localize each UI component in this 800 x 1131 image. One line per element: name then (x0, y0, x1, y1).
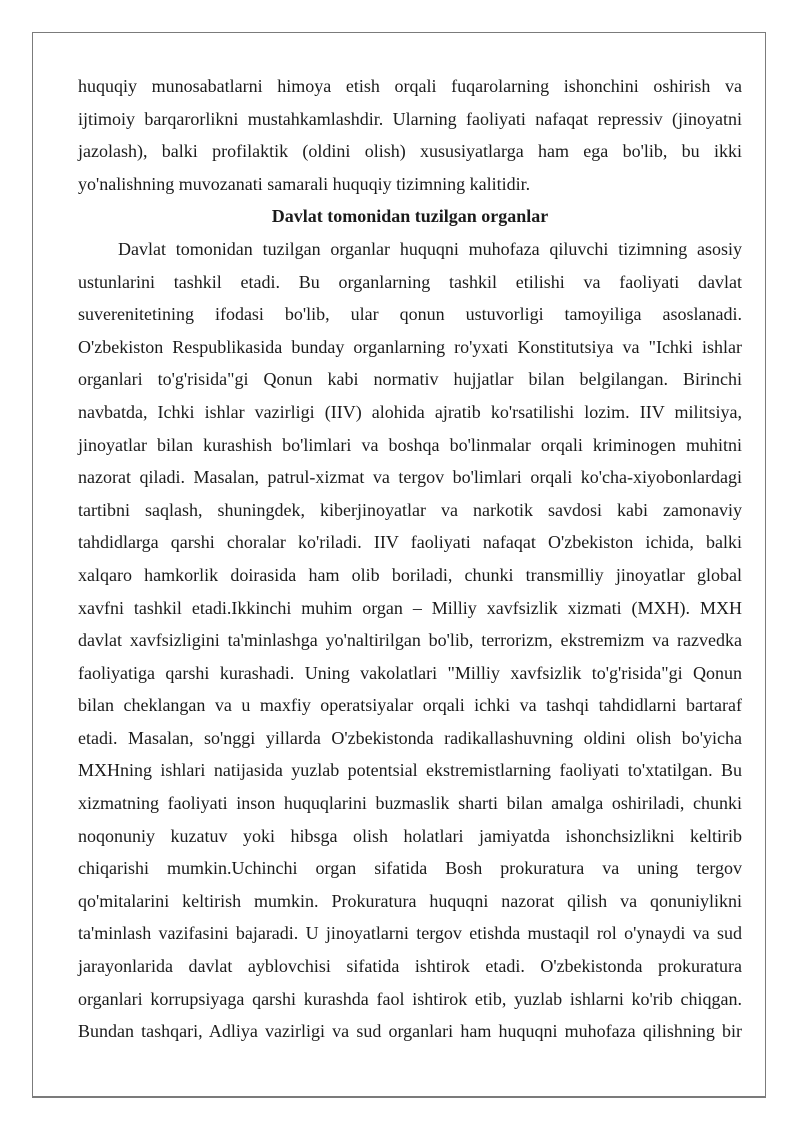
text-line: MXHning ishlari natijasida yuzlab potentsial ekstremistlarning faoliyati to'xtatilgan. Bu (78, 760, 742, 781)
text-line: jinoyatlar bilan kurashish bo'limlari va boshqa bo'linmalar orqali kriminogen muhitni (78, 434, 742, 455)
text-line: xavfni tashkil etadi.Ikkinchi muhim organ – Milliy xavfsizlik xizmati (MXH). MXH (78, 597, 742, 618)
text-line: organlari to'g'risida"gi Qonun kabi normativ hujjatlar bilan belgilangan. Birinchi (78, 369, 742, 390)
text-line: jarayonlarida davlat ayblovchisi sifatida ishtirok etadi. O'zbekistonda prokuratura (78, 956, 742, 977)
text-line: ustunlarini tashkil etadi. Bu organlarning tashkil etilishi va faoliyati davlat (78, 271, 742, 292)
text-line: huquqiy munosabatlarni himoya etish orqali fuqarolarning ishonchini oshirish va (78, 76, 742, 96)
text-line: qo'mitalarini keltirish mumkin. Prokuratura huquqni nazorat qilish va qonuniylikni (78, 890, 742, 911)
text-line: ijtimoiy barqarorlikni mustahkamlashdir. Ularning faoliyati nafaqat repressiv (jinoyatni (78, 108, 742, 129)
text-line: Bundan tashqari, Adliya vazirligi va sud organlari ham huquqni muhofaza qilishning bir (78, 1021, 742, 1042)
text-line: davlat xavfsizligini ta'minlashga yo'naltirilgan bo'lib, terrorizm, ekstremizm va razvedka (78, 630, 742, 651)
text-line: ta'minlash vazifasini bajaradi. U jinoyatlarni tergov etishda mustaqil rol o'ynaydi va sud (78, 923, 742, 944)
text-line: navbatda, Ichki ishlar vazirligi (IIV) alohida ajratib ko'rsatilishi lozim. IIV militsiya, (78, 401, 742, 422)
text-line: faoliyatiga qarshi kurashadi. Uning vakolatlari "Milliy xavfsizlik to'g'risida"gi Qonun (78, 662, 742, 683)
page-content (33, 33, 765, 1048)
text-line: noqonuniy kuzatuv yoki hibsga olish holatlari jamiyatda ishonchsizlikni keltirib (78, 825, 742, 846)
text-line: nazorat qiladi. Masalan, patrul-xizmat va tergov bo'limlari orqali ko'cha-xiyobonlardagi (78, 467, 742, 488)
paragraph-body (78, 233, 742, 1048)
text-line: xalqaro hamkorlik doirasida ham olib boriladi, chunki transmilliy jinoyatlar global (78, 564, 742, 585)
text-line: Davlat tomonidan tuzilgan organlar huquqni muhofaza qiluvchi tizimning asosiy (118, 238, 742, 259)
text-line: organlari korrupsiyaga qarshi kurashda faol ishtirok etib, yuzlab ishlarni ko'rib chiqgan. (78, 988, 742, 1009)
text-line: bilan cheklangan va u maxfiy operatsiyalar orqali ichki va tashqi tahdidlarni bartaraf (78, 695, 742, 716)
section-heading: Davlat tomonidan tuzilgan organlar (271, 206, 549, 227)
text-line: xizmatning faoliyati inson huquqlarini buzmaslik sharti bilan amalga oshiriladi, chunki (78, 793, 742, 814)
text-line: etadi. Masalan, so'nggi yillarda O'zbekistonda radikallashuvning oldini olish bo'yicha (78, 727, 742, 748)
text-line: O'zbekiston Respublikasida bunday organlarning ro'yxati Konstitutsiya va "Ichki ishlar (78, 336, 742, 357)
text-line: chiqarishi mumkin.Uchinchi organ sifatida Bosh prokuratura va uning tergov (78, 858, 742, 879)
text-line: tahdidlarga qarshi choralar ko'riladi. IIV faoliyati nafaqat O'zbekiston ichida, balki (78, 532, 742, 553)
paragraph-continuation (78, 70, 742, 200)
text-line: tartibni saqlash, shuningdek, kiberjinoyatlar va narkotik savdosi kabi zamonaviy (78, 499, 742, 520)
text-line: jazolash), balki profilaktik (oldini olish) xususiyatlarga ham ega bo'lib, bu ikki (78, 141, 742, 162)
document-page (32, 32, 766, 1098)
text-line: suverenitetining ifodasi bo'lib, ular qonun ustuvorligi tamoyiliga asoslanadi. (78, 304, 742, 325)
text-line: yo'nalishning muvozanati samarali huquqiy tizimning kalitidir. (78, 173, 531, 194)
